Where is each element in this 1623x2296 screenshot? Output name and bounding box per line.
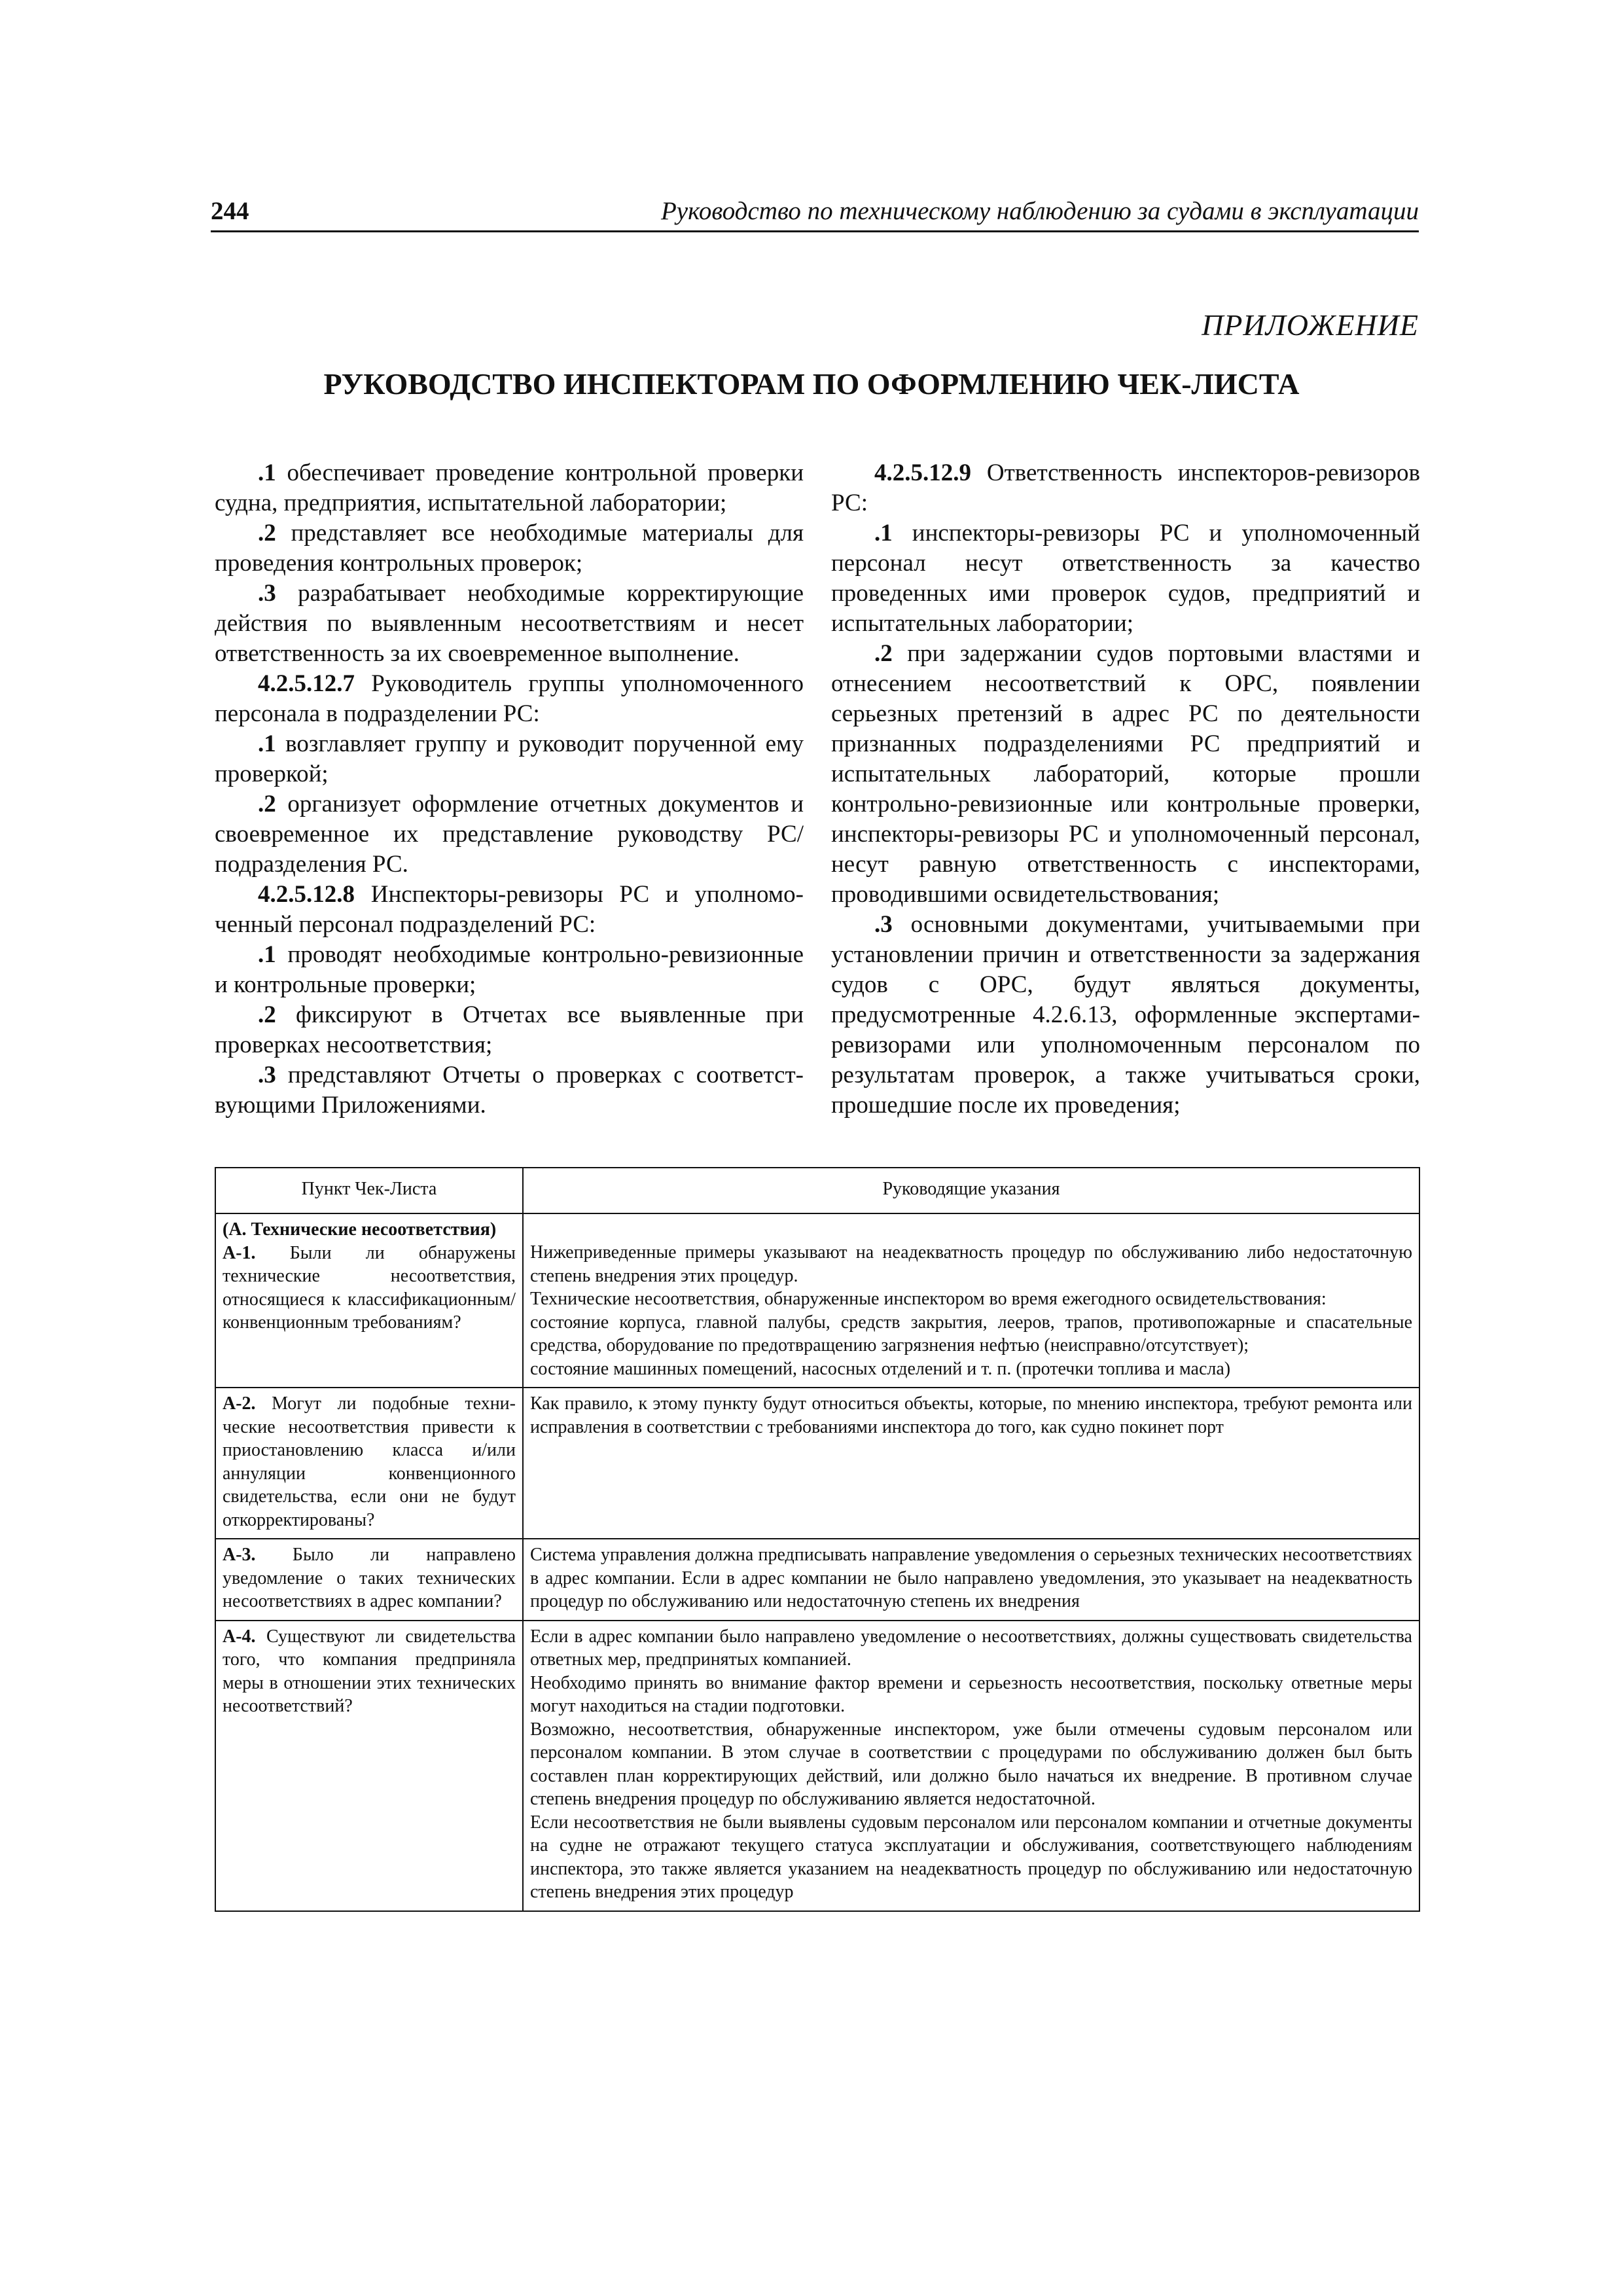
guidance-line: состояние машинных помещений, насосных отделений и т. п. (протечки топлива и масла): [530, 1358, 1231, 1379]
item-id: А-1.: [223, 1242, 256, 1263]
document-title: РУКОВОДСТВО ИНСПЕКТОРАМ ПО ОФОРМЛЕНИЮ ЧЕК-ЛИСТА: [323, 367, 1300, 401]
table-row: [215, 1388, 1419, 1539]
guidance-line: Как правило, к этому пункту будут относиться объекты, которые, по мнению инспектора, требуют ремонта или исправления в соответствии с требованиями инспектора до того, как судно покинет порт: [530, 1393, 1412, 1437]
guidance-line: Если в адрес компании было направлено уведомление о несоответствиях, должны существовать свидетельства ответных мер, предпринятых компанией.: [530, 1626, 1412, 1670]
guidance-cell: [523, 1213, 1419, 1388]
checklist-item-cell: [215, 1621, 523, 1911]
paragraph: .2 организует оформление отчетных документов и своевременное их представление руководству РС/подразделения РС.: [215, 791, 804, 878]
column-header-checklist-item: Пункт Чек-Листа: [215, 1168, 523, 1213]
header-rule: [211, 230, 1419, 232]
guidance-line: Необходимо принять во внимание фактор времени и серьезность несоответствия, поскольку ответные меры могут находиться на стадии подготовки.: [530, 1672, 1412, 1716]
item-id: А-2.: [223, 1393, 256, 1414]
guidance-line: состояние корпуса, главной палубы, средств закрытия, лееров, трапов, противопожарные и спасательные средства, оборудование по предотвращению загрязнения нефтью (неисправно/отсутствует);: [530, 1312, 1412, 1355]
paragraph: .3 разрабатывает необходимые корректирующие действия по выявленным несоответствиям и несет ответственность за их своевременное выполнение.: [215, 580, 804, 667]
right-text-column: [831, 458, 1420, 1121]
guidance-cell: [523, 1388, 1419, 1539]
left-text-column: [215, 458, 804, 1121]
item-question: Могут ли подобные технические несоответствия привести к приостановлению класса и/или аннуляции конвенционного свидетельства, если они не будут откорректированы?: [223, 1393, 516, 1530]
paragraph: .1 обеспечивает проведение контрольной проверки судна, предприятия, испытательной лаборатории;: [215, 459, 804, 516]
item-question: Существуют ли свидетельства того, что компания предприняла меры в отношении этих технических несоответствий?: [223, 1626, 516, 1716]
paragraph: .2 фиксируют в Отчетах все выявленные при проверках несоответствия;: [215, 1001, 804, 1058]
paragraph: 4.2.5.12.9 Ответственность инспекторов-ревизоров РС:: [831, 459, 1420, 516]
paragraph: .3 представляют Отчеты о проверках с соответствующими Приложениями.: [215, 1062, 804, 1119]
paragraph: .1 инспекторы-ревизоры РС и уполномоченный персонал несут ответственность за качество проведенных ими проверок судов, предприятий и испытательных лаборатории;: [831, 520, 1420, 637]
table-row: [215, 1621, 1419, 1911]
page-number: 244: [211, 197, 249, 225]
item-id: А-4.: [223, 1626, 256, 1647]
checklist-item-cell: [215, 1388, 523, 1539]
guidance-line: Нижеприведенные примеры указывают на неадекватность процедур по обслуживанию либо недостаточную степень внедрения этих процедур.: [530, 1242, 1412, 1286]
guidance-cell: [523, 1621, 1419, 1911]
running-header-title: Руководство по техническому наблюдению за судами в эксплуатации: [660, 197, 1419, 225]
guidance-line: Система управления должна предписывать направление уведомления о серьезных технических несоответствиях в адрес компании. Если в адрес компании не было направлено уведомления, это указывает на неадекватность процедур по обслуживанию или недостаточную степень их внедрения: [530, 1545, 1412, 1611]
paragraph: .1 проводят необходимые контрольно-ревизионные и контрольные проверки;: [215, 941, 804, 998]
guidance-cell: [523, 1539, 1419, 1621]
column-header-guidance: Руководящие указания: [523, 1168, 1419, 1213]
checklist-table: [215, 1167, 1420, 1912]
paragraph: .2 представляет все необходимые материалы для проведения контрольных проверок;: [215, 520, 804, 577]
guidance-line: Если несоответствия не были выявлены судовым персоналом или персоналом компании и отчетные документы на судне не отражают текущего статуса эксплуатации и обслуживания, соответствующего наблюдениям инспектора, это также является указанием на неадекватность процедур по обслуживанию или недостаточную степень внедрения этих процедур: [530, 1812, 1412, 1902]
section-label: (А. Технические несоответствия): [223, 1219, 497, 1240]
paragraph: 4.2.5.12.7 Руководитель группы уполномоченного персонала в подразделении РС:: [215, 670, 804, 727]
checklist-item-cell: [215, 1213, 523, 1388]
paragraph: .1 возглавляет группу и руководит порученной ему проверкой;: [215, 730, 804, 787]
guidance-line: Возможно, несоответствия, обнаруженные инспектором, уже были отмечены судовым персоналом или персоналом компании. В этом случае в соответствии с процедурами по обслуживанию должен был быть составлен план корректирующих действий, или должно было начаться их внедрение. В противном случае степень внедрения процедур по обслуживанию является недостаточной.: [530, 1719, 1412, 1809]
paragraph: .2 при задержании судов портовыми властями и отнесением несоответствий к ОРС, появлении серьезных претензий в адрес РС по деятельности признанных подразделениями РС предприятий и испытательных лабораторий, которые прошли контрольно-ревизионные или контрольные проверки, инспекторы-ревизоры РС и уполномоченный персонал, несут равную ответственность с инспекторами, проводившими освидетельствования;: [831, 640, 1420, 908]
guidance-line: Технические несоответствия, обнаруженные инспектором во время ежегодного освидетельствования:: [530, 1289, 1327, 1309]
item-id: А-3.: [223, 1545, 256, 1565]
table-row: [215, 1213, 1419, 1388]
item-question: Были ли обнаружены технические несоответствия, относящиеся к классификационным/конвенционным требованиям?: [223, 1242, 516, 1333]
item-question: Было ли направлено уведомление о таких технических несоответствиях в адрес компании?: [223, 1545, 516, 1611]
table-header-row: [215, 1168, 1419, 1213]
table-row: [215, 1539, 1419, 1621]
checklist-item-cell: [215, 1539, 523, 1621]
paragraph: 4.2.5.12.8 Инспекторы-ревизоры РС и уполномоченный персонал подразделений РС:: [215, 881, 804, 938]
paragraph: .3 основными документами, учитываемыми при установлении причин и ответственности за задержания судов с ОРС, будут являться документы, предусмотренные 4.2.6.13, оформленные экспертами-ревизорами или уполномоченным персоналом по результатам проверок, а также учитываться сроки, прошедшие после их проведения;: [831, 911, 1420, 1119]
appendix-label: ПРИЛОЖЕНИЕ: [1202, 308, 1419, 342]
